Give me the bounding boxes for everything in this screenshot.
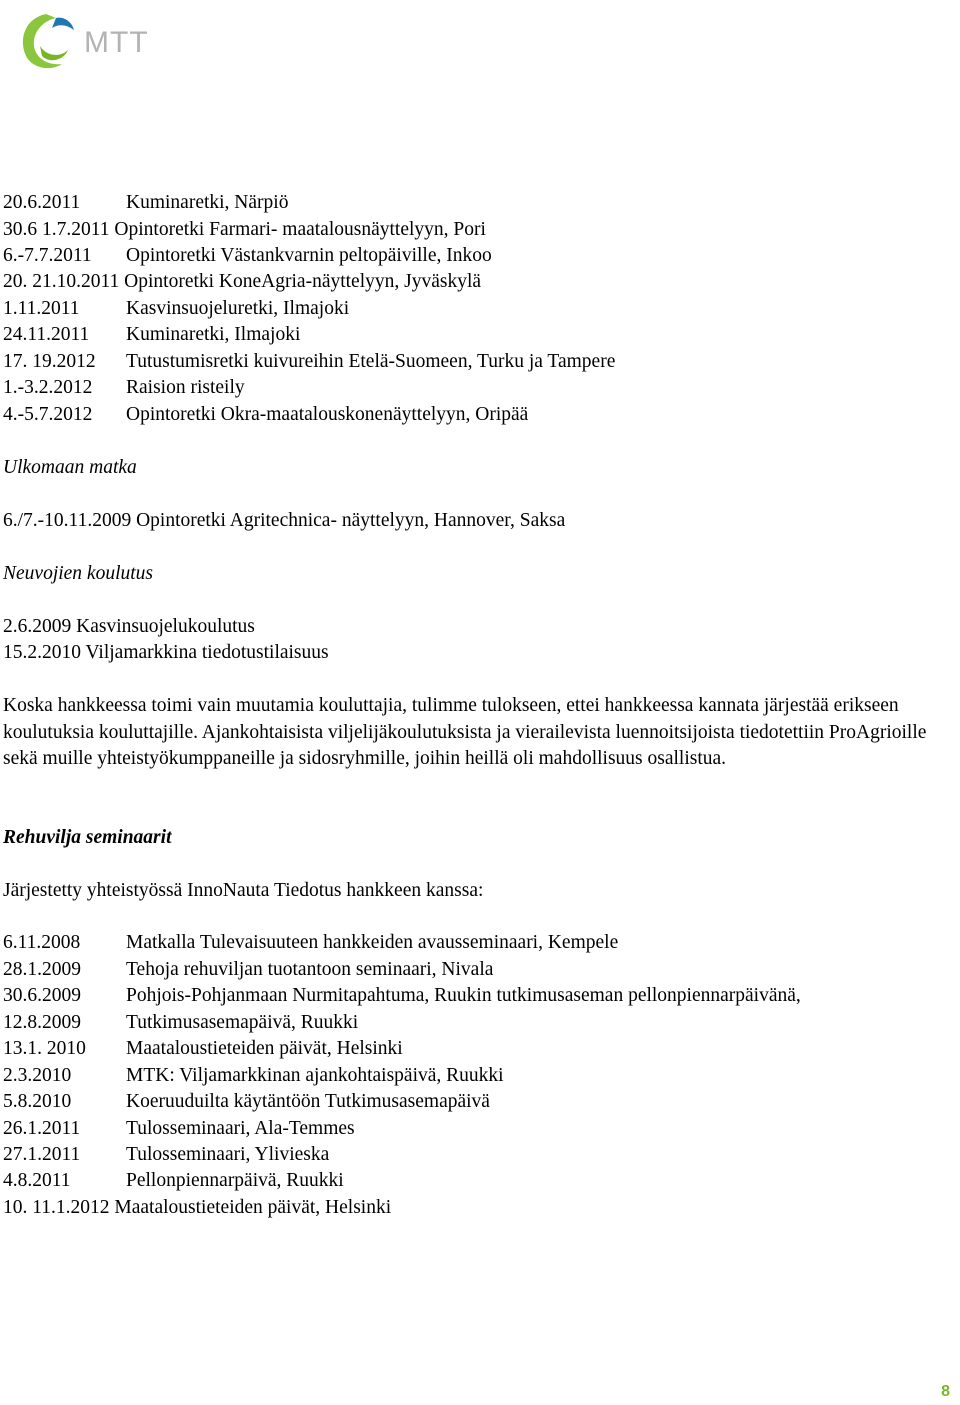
list-item: 4.8.2011 Pellonpiennarpäivä, Ruukki: [3, 1170, 344, 1191]
list-item: 17. 19.2012 Tutustumisretki kuivureihin Etelä-Suomeen, Turku ja Tampere: [3, 351, 616, 372]
seminars-intro: Järjestetty yhteistyössä InnoNauta Tiedotus hankkeen kanssa:: [3, 880, 484, 901]
section-heading-abroad: Ulkomaan matka: [3, 457, 137, 478]
list-item: 4.-5.7.2012 Opintoretki Okra-maatalouskonenäyttelyyn, Oripää: [3, 404, 529, 425]
list-item: 30.6.2009 Pohjois-Pohjanmaan Nurmitapahtuma, Ruukin tutkimusaseman pellonpiennarpäivänä,: [3, 985, 801, 1006]
list-item: 13.1. 2010 Maataloustieteiden päivät, Helsinki: [3, 1038, 403, 1059]
list-item: 6.11.2008 Matkalla Tulevaisuuteen hankkeiden avausseminaari, Kempele: [3, 932, 619, 953]
list-item: 30.6 1.7.2011 Opintoretki Farmari- maatalousnäyttelyyn, Pori: [3, 219, 486, 240]
list-item: 20. 21.10.2011 Opintoretki KoneAgria-näyttelyyn, Jyväskylä: [3, 271, 482, 292]
list-item: 2.6.2009 Kasvinsuojelukoulutus: [3, 616, 255, 637]
list-item: 27.1.2011 Tulosseminaari, Ylivieska: [3, 1144, 330, 1165]
list-item: 15.2.2010 Viljamarkkina tiedotustilaisuus: [3, 642, 329, 663]
list-item: 28.1.2009 Tehoja rehuviljan tuotantoon seminaari, Nivala: [3, 959, 494, 980]
section-heading-seminars: Rehuvilja seminaarit: [3, 827, 172, 848]
list-item: 6./7.-10.11.2009 Opintoretki Agritechnica- näyttelyyn, Hannover, Saksa: [3, 510, 566, 531]
list-item: 1.11.2011 Kasvinsuojeluretki, Ilmajoki: [3, 298, 350, 319]
list-item: 1.-3.2.2012 Raision risteily: [3, 377, 245, 398]
logo-text: MTT: [84, 26, 149, 59]
list-item: 2.3.2010 MTK: Viljamarkkinan ajankohtaispäivä, Ruukki: [3, 1065, 504, 1086]
list-item: 20.6.2011 Kuminaretki, Närpiö: [3, 192, 289, 213]
list-item: 26.1.2011 Tulosseminaari, Ala-Temmes: [3, 1118, 355, 1139]
list-item: 12.8.2009 Tutkimusasemapäivä, Ruukki: [3, 1012, 359, 1033]
list-item: 24.11.2011 Kuminaretki, Ilmajoki: [3, 324, 301, 345]
page-number: 8: [941, 1383, 950, 1400]
list-item: 6.-7.7.2011 Opintoretki Västankvarnin peltopäiville, Inkoo: [3, 245, 492, 266]
mtt-logo: [16, 8, 196, 76]
mtt-logo-graphic: [16, 8, 196, 76]
list-item: 10. 11.1.2012 Maataloustieteiden päivät, Helsinki: [3, 1197, 392, 1218]
section-heading-advisors: Neuvojien koulutus: [3, 563, 154, 584]
list-item: 5.8.2010 Koeruuduilta käytäntöön Tutkimusasemapäivä: [3, 1091, 490, 1112]
body-paragraph: Koska hankkeessa toimi vain muutamia kouluttajia, tulimme tulokseen, ettei hankkeessa kannata järjestää erikseen koulutuksia kouluttajille. Ajankohtaisista viljelijäkoulutuksista ja vierailevista luennoitsijoista tiedotettiin ProAgrioille sekä muille yhteistyökumppaneille ja sidosryhmille, joihin heillä oli mahdollisuus osallistua.: [3, 695, 927, 769]
